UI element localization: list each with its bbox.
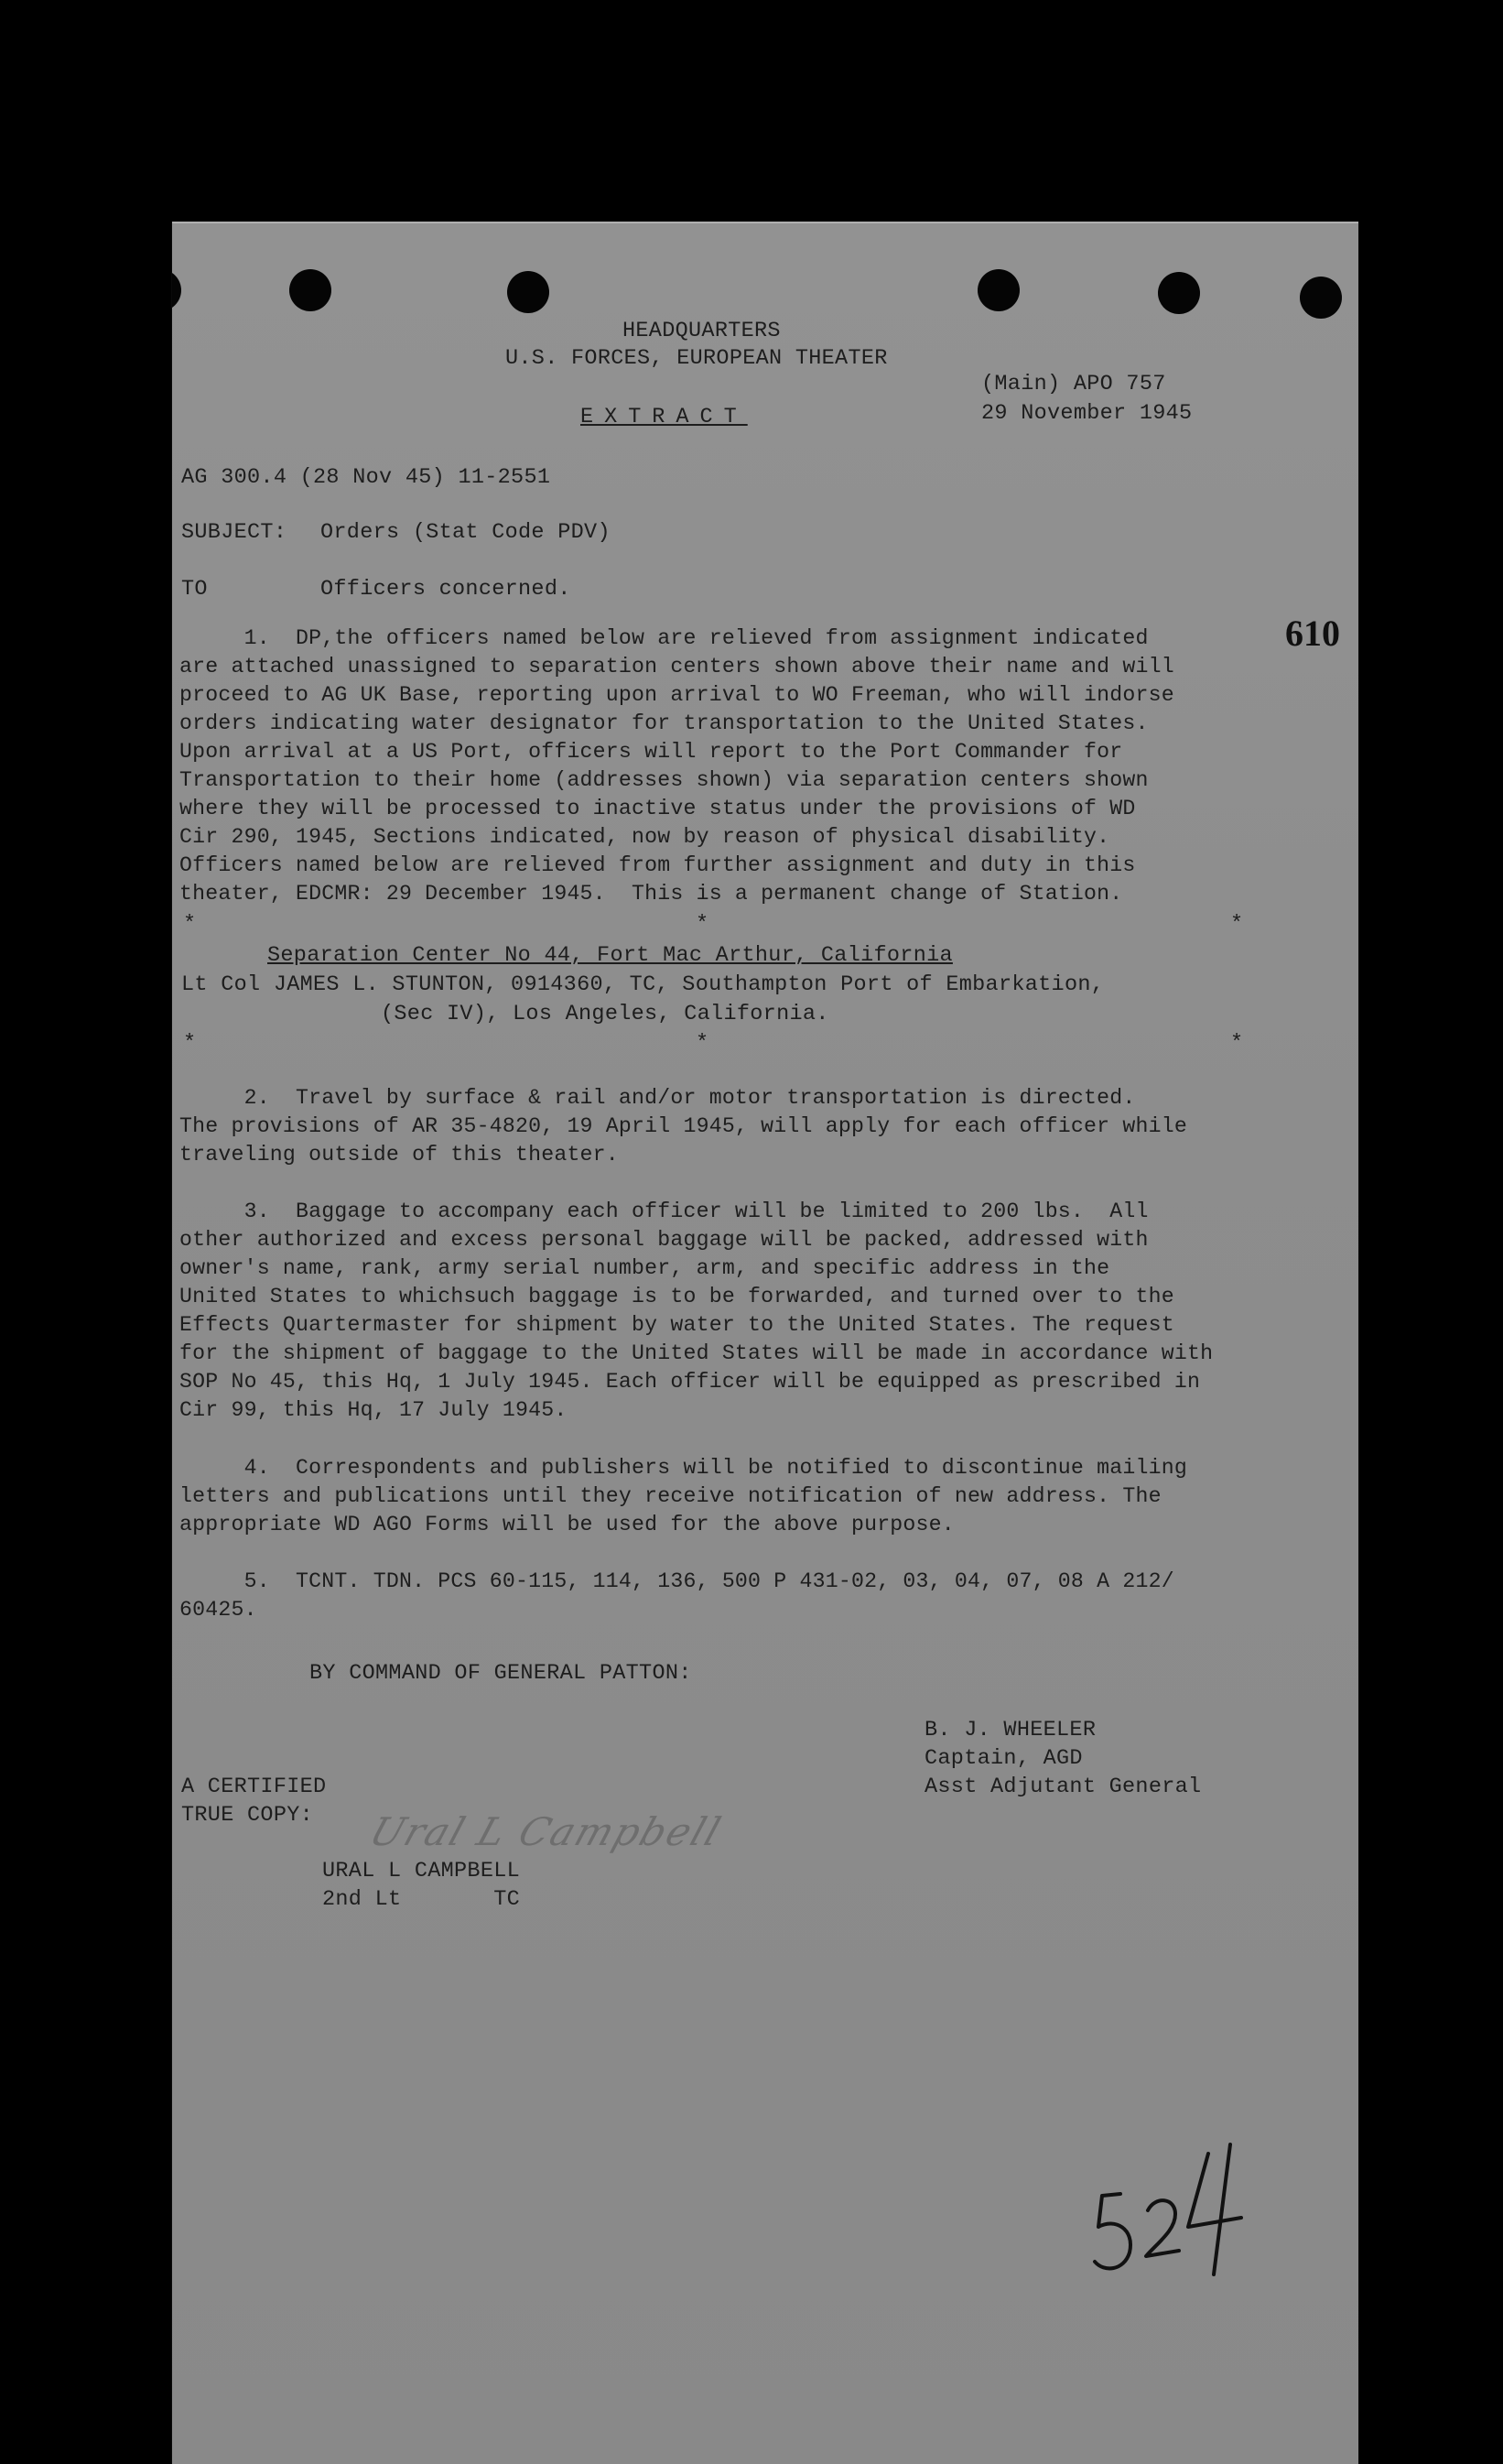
signer-name: B. J. WHEELER: [925, 1718, 1097, 1742]
paragraph-line: traveling outside of this theater.: [179, 1143, 619, 1167]
paragraph-line: are attached unassigned to separation centers shown above their name and will: [179, 655, 1174, 678]
asterisk: *: [696, 912, 709, 937]
paragraph-line: proceed to AG UK Base, reporting upon arrival to WO Freeman, who will indorse: [179, 683, 1174, 707]
officer-entry-line-2: (Sec IV), Los Angeles, California.: [381, 1002, 829, 1026]
header-location: (Main) APO 757: [981, 372, 1166, 396]
paragraph-line: Officers named below are relieved from further assignment and duty in this: [179, 853, 1136, 877]
page-top-edge: [172, 222, 1358, 223]
page-stamp-number: 610: [1285, 613, 1340, 654]
punch-hole: [172, 269, 181, 311]
paragraph-line: 5. TCNT. TDN. PCS 60-115, 114, 136, 500 P 431-02, 03, 04, 07, 08 A 212/: [179, 1569, 1174, 1593]
paragraph-line: where they will be processed to inactive status under the provisions of WD: [179, 797, 1136, 820]
asterisk: *: [1230, 1031, 1244, 1056]
punch-hole: [289, 269, 331, 311]
asterisk: *: [183, 1031, 197, 1056]
to-label: TO: [181, 577, 208, 602]
punch-hole: [1300, 277, 1342, 319]
certifier-name: URAL L CAMPBELL: [322, 1859, 521, 1883]
to-value: Officers concerned.: [320, 577, 571, 602]
command-line: BY COMMAND OF GENERAL PATTON:: [309, 1661, 692, 1686]
paragraph-line: owner's name, rank, army serial number, arm, and specific address in the: [179, 1256, 1110, 1280]
asterisk: *: [1230, 912, 1244, 937]
header-line-1: HEADQUARTERS: [622, 319, 781, 343]
certified-line-1: A CERTIFIED: [181, 1775, 327, 1799]
paragraph-line: 2. Travel by surface & rail and/or motor transportation is directed.: [179, 1086, 1136, 1110]
paragraph-line: 3. Baggage to accompany each officer will be limited to 200 lbs. All: [179, 1199, 1149, 1223]
reference-number: AG 300.4 (28 Nov 45) 11-2551: [181, 465, 551, 490]
paragraph-line: letters and publications until they receive notification of new address. The: [179, 1484, 1162, 1508]
subject-value: Orders (Stat Code PDV): [320, 520, 611, 545]
document-page: [172, 222, 1358, 2464]
punch-hole: [978, 269, 1020, 311]
punch-hole: [1158, 272, 1200, 314]
paragraph-line: theater, EDCMR: 29 December 1945. This is a permanent change of Station.: [179, 882, 1123, 906]
header-line-2: U.S. FORCES, EUROPEAN THEATER: [505, 346, 888, 371]
paragraph-line: Transportation to their home (addresses shown) via separation centers shown: [179, 768, 1149, 792]
asterisk: *: [183, 912, 197, 937]
punch-hole: [507, 271, 549, 313]
signer-rank: Captain, AGD: [925, 1746, 1083, 1771]
paragraph-line: United States to whichsuch baggage is to be forwarded, and turned over to the: [179, 1285, 1174, 1308]
paragraph-line: appropriate WD AGO Forms will be used for the above purpose.: [179, 1513, 955, 1536]
certified-line-2: TRUE COPY:: [181, 1803, 314, 1828]
header-date: 29 November 1945: [981, 401, 1193, 426]
paragraph-line: Upon arrival at a US Port, officers will report to the Port Commander for: [179, 740, 1123, 764]
paragraph-line: SOP No 45, this Hq, 1 July 1945. Each officer will be equipped as prescribed in: [179, 1370, 1201, 1394]
separation-center-heading: Separation Center No 44, Fort Mac Arthur, California: [267, 943, 953, 968]
paragraph-line: orders indicating water designator for transportation to the United States.: [179, 711, 1149, 735]
paragraph-line: Cir 290, 1945, Sections indicated, now by reason of physical disability.: [179, 825, 1110, 849]
paragraph-line: The provisions of AR 35-4820, 19 April 1945, will apply for each officer while: [179, 1114, 1187, 1138]
handwritten-signature: Ural L Campbell: [364, 1809, 729, 1854]
paragraph-line: for the shipment of baggage to the United States will be made in accordance with: [179, 1341, 1214, 1365]
extract-title: EXTRACT: [580, 405, 748, 429]
certifier-rank: 2nd Lt TC: [322, 1887, 521, 1912]
paragraph-line: Cir 99, this Hq, 17 July 1945.: [179, 1398, 568, 1422]
subject-label: SUBJECT:: [181, 520, 287, 545]
paragraph-line: other authorized and excess personal baggage will be packed, addressed with: [179, 1228, 1149, 1252]
asterisk: *: [696, 1031, 709, 1056]
paragraph-line: 4. Correspondents and publishers will be notified to discontinue mailing: [179, 1456, 1187, 1480]
handwritten-page-number: [1087, 2126, 1252, 2282]
paragraph-line: Effects Quartermaster for shipment by water to the United States. The request: [179, 1313, 1174, 1337]
officer-entry-line-1: Lt Col JAMES L. STUNTON, 0914360, TC, Southampton Port of Embarkation,: [181, 972, 1105, 997]
signer-title: Asst Adjutant General: [925, 1775, 1202, 1799]
paragraph-line: 60425.: [179, 1598, 257, 1622]
paragraph-line: 1. DP,the officers named below are relieved from assignment indicated: [179, 626, 1149, 650]
